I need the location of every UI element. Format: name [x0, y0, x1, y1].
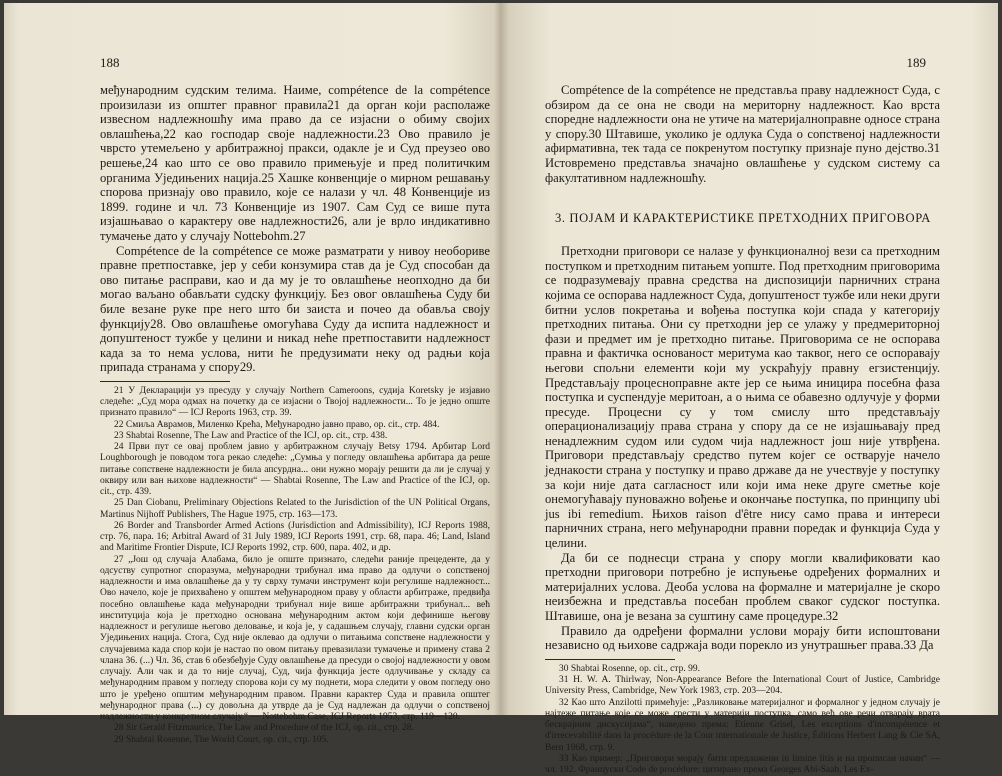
footnote: 21 У Декларацији уз пресуду у случају Northern Cameroons, судија Koretsky је изјавио следеће: „Суд мора одмах на почетку да се изјасни о Твојој надлежности... То је једно опште признато правило“ — ICJ Reports 1963, стр. 39. [100, 385, 490, 419]
page-number: 189 [906, 55, 926, 70]
paragraph: међународним судским телима. Наиме, compétence de la compétence произилази из општег правног правила21 да орган који располаже извесном надлежношћу има право да се изјасни о обиму својих овлашћења,22 као господар своје надлежности.23 Ово правило је чврсто утемељено у арбитражној пракси, одакле је и Суд преузео ово решење,24 као што се ово правило примењује и пред политичким органима Уједињених нација.25 Хашке конвенције о мирном решавању спорова признају ово правило, које се налази у чл. 48 Конвенције из 1899. године и чл. 73 Конвенције из 1907. Сам Суд се више пута изјашњавао о карактеру ове надлежности26, али је врло индикативно тумачење дато у случају Nottebohm.27 [100, 83, 490, 243]
footnote: 28 Sir Gerald Fitzmaurice, The Law and Procedure of the ICJ, op. cit., стр. 28. [114, 723, 414, 734]
footnote: 29 Shabtai Rosenne, The World Court, op. cit., стр. 105. [114, 734, 329, 745]
paragraph: Претходни приговори се налазе у функционалној вези са претходним поступком и претходним питањем уопште. Под претходним приговорима се подразумевају правна средства на диспозицији парничних страна којима се оспорава надлежност Суда, допуштеност тужбе или неки други битни услов покретања и вођења поступка који спада у категорију претходних питања. Они су претходни јер се улажу у предмериторној фази и предмет им је претходно питање. Приговорима се не оспорава правна и фактичка основаност меритума као таквог, него се оспоравају његови спољни елементи који му ускраћују правну егзистенцију. Представљају процесноправне акте јер се њима иницира посебна фаза поступка и суспендује меритоан, а о њима се обавезно одлучује у форми пресуде. Процесни су у том смислу што представљају операционализацију права страна у спору да се не изјашњавају пред ненадлежним судом или судом чија надлежност још није утврђена. Приговори представљају средство путем којег се остварује начело једнакости страна у поступку и право државе да не учествује у поступку за који није дата сагласност или који има неке друге сметње које онемогућавају пуноважно вођење и окончање поступка, по принципу ubi jus ibi remedium. Њихов raison d'être нису само права и интереси парничних страна, него међународни правни поредак и функција Суда у целини. [545, 244, 940, 551]
left-column [100, 83, 490, 746]
footnote-divider [100, 381, 230, 382]
right-page [501, 3, 998, 776]
page-number: 188 [100, 55, 120, 70]
paragraph: Compétence de la compétence не представља праву надлежност Суда, с обзиром да се она не своди на мериторну надлежност. Као врста споредне надлежности она не утиче на материјалноправне односе страна у спору.30 Штавише, уколико је одлука Суда о сопственој надлежности афирмативна, тек тада се покренутом поступку признаје пуно дејство.31 Истовремено представља значајно овлашћење у судском систему са факултативном надлежношћу. [545, 83, 940, 185]
paragraph: Правило да одређени формални услови морају бити испоштовани независно од њихове садржаја води порекло из унутрашњег права.33 Да [545, 623, 940, 653]
book-spread [4, 3, 998, 776]
footnote: 31 H. W. A. Thirlway, Non-Appearance Before the International Court of Justice, Cambridge University Press, Cambridge, New York 1983, стр. 203—204. [545, 675, 940, 697]
footnote: 26 Border and Transborder Armed Actions (Jurisdiction and Admissibility), ICJ Reports 1988, стр. 76, пара. 16; Arbitral Award of 31 July 1989, ICJ Reports 1991, стр. 68, пара. 46; Land, Island and Maritime Frontier Dispute, ICJ Reports 1992, стр. 600, пара. 402, и др. [100, 520, 490, 554]
footnote: 24 Први пут се овај проблем јавио у арбитражном случају Betsy 1794. Арбитар Lord Loughborough је поводом тога рекао следеће: „Сумња у погледу овлашћења арбитара да реше питање сопствене надлежности је била апсурдна... они нужно морају решити да ли је случај у оквиру или ван њихове надлежности“ — Shabtai Rosenne, The Law and Practice of the ICJ, op. cit., стр. 439. [100, 442, 490, 498]
footnote: 27 „Још од случаја Алабама, било је опште признато, следећи раније прецеденте, да у одсуству супротног споразума, међународни трибунал има право да одлучи о сопственој надлежности и има овлашћење да у ту сврху тумачи инструмент који регулише надлежност... Ово начело, које је прихваћено у општем међународном праву у области арбитраже, предвиђа посебно овлашћење када међународни трибунал није више арбитражни трибунал... већ институција која је претходно основана међународним актом који дефинише његову надлежност и регулише његово деловање, и која је, у садашњем случају, главни судски орган Уједињених нација. Стога, Суд није оклевао да одлучи о питањима сопствене надлежности у случајевима када спор који је настао по овом питању превазилази тумачење и примену става 2 члана 36. (...) Чл. 36, став 6 обезбеђује Суду овлашћење да пресуди о својој надлежности у овом случају. Али чак и да то није случај, Суд, чија функција јесте одлучивање у складу са међународним правом у погледу спорова који су му поднети, мора следити у овом погледу оно што је уређено општим међународним правом. Правни карактер Суда и правила општег међународног права (...) су довољна да утврде да је Суд надлежан да одлучи о сопственој надлежности у конкретном случају.“ — Nottebohm Case, ICJ Reports 1953, стр. 119—120. [100, 554, 490, 723]
paragraph: Compétence de la compétence се може разматрати у нивоу необориве правне претпоставке, јер у себи конзумира став да је Суд способан да ово питање расправи, као и да му је то овлашћење неопходно да би могао ваљано обављати судску функцију. Без овог овлашћења Суду би биле везане руке пре него што би заиста и почео да обавља своју функцију28. Ово овлашћење омогућава Суду да испита надлежност и допуштеност тужбе у целини и никад неће претпоставити надлежност када за то нема услова, нити ће предузимати неку од радњи која припада странама у спору29. [100, 243, 490, 375]
footnote: 23 Shabtai Rosenne, The Law and Practice of the ICJ, op. cit., стр. 438. [114, 430, 388, 441]
footnotes [100, 386, 490, 746]
body-text [100, 83, 490, 375]
footnote: 33 Као пример: „Приговори морају бити предложени in limine litis и на прописан начин“ — чл. 192. Француски Code de procédure; цитирано према Georges Abi-Saab, Les Ex- [545, 753, 940, 776]
paragraph: Да би се поднесци странa у спору могли квалификовати као претходни приговори потребно је испуњење одређених формалних и материјалних услова. Деоба услова на формалне и материјалне је скоро неизбежна и представља посебан проблем сваког судског поступка. Штавише, она је везана за суштину саме процедуре.32 [545, 550, 940, 623]
footnote: 25 Dan Ciobanu, Preliminary Objections Related to the Jurisdiction of the UN Political Organs, Martinus Nijhoff Publishers, The Hague 1975, стр. 163—173. [100, 498, 490, 520]
footnote: 22 Смиља Аврамов, Миленко Крећа, Међународно јавно право, op. cit., стр. 484. [114, 419, 440, 430]
footnote: 32 Као што Anzilotti примећује: „Разликовање материјалног и формалног у једном случају је најтеже питање које се може срести у материји поступка, само већ ове речи отварају врата бескрајним дискусијама“, наведено према: Etienne Grisel, Les exceptions d'incompétence et d'irrecevabilité dans la procédure de la Cour internationale de Justice, Éditions Herbert Lang & Cie SA, Bern 1968, стр. 9. [545, 697, 940, 753]
footnotes [545, 664, 940, 776]
right-column [545, 83, 940, 776]
section-heading-block [555, 211, 940, 226]
left-page [4, 3, 501, 745]
body-text [545, 83, 940, 653]
section-heading: 3. ПОЈАМ И КАРАКТЕРИСТИКЕ ПРЕТХОДНИХ ПРИГОВОРА [555, 211, 931, 226]
footnote: 30 Shabtai Rosenne, op. cit., стр. 99. [559, 663, 700, 674]
footnote-divider [545, 659, 675, 660]
